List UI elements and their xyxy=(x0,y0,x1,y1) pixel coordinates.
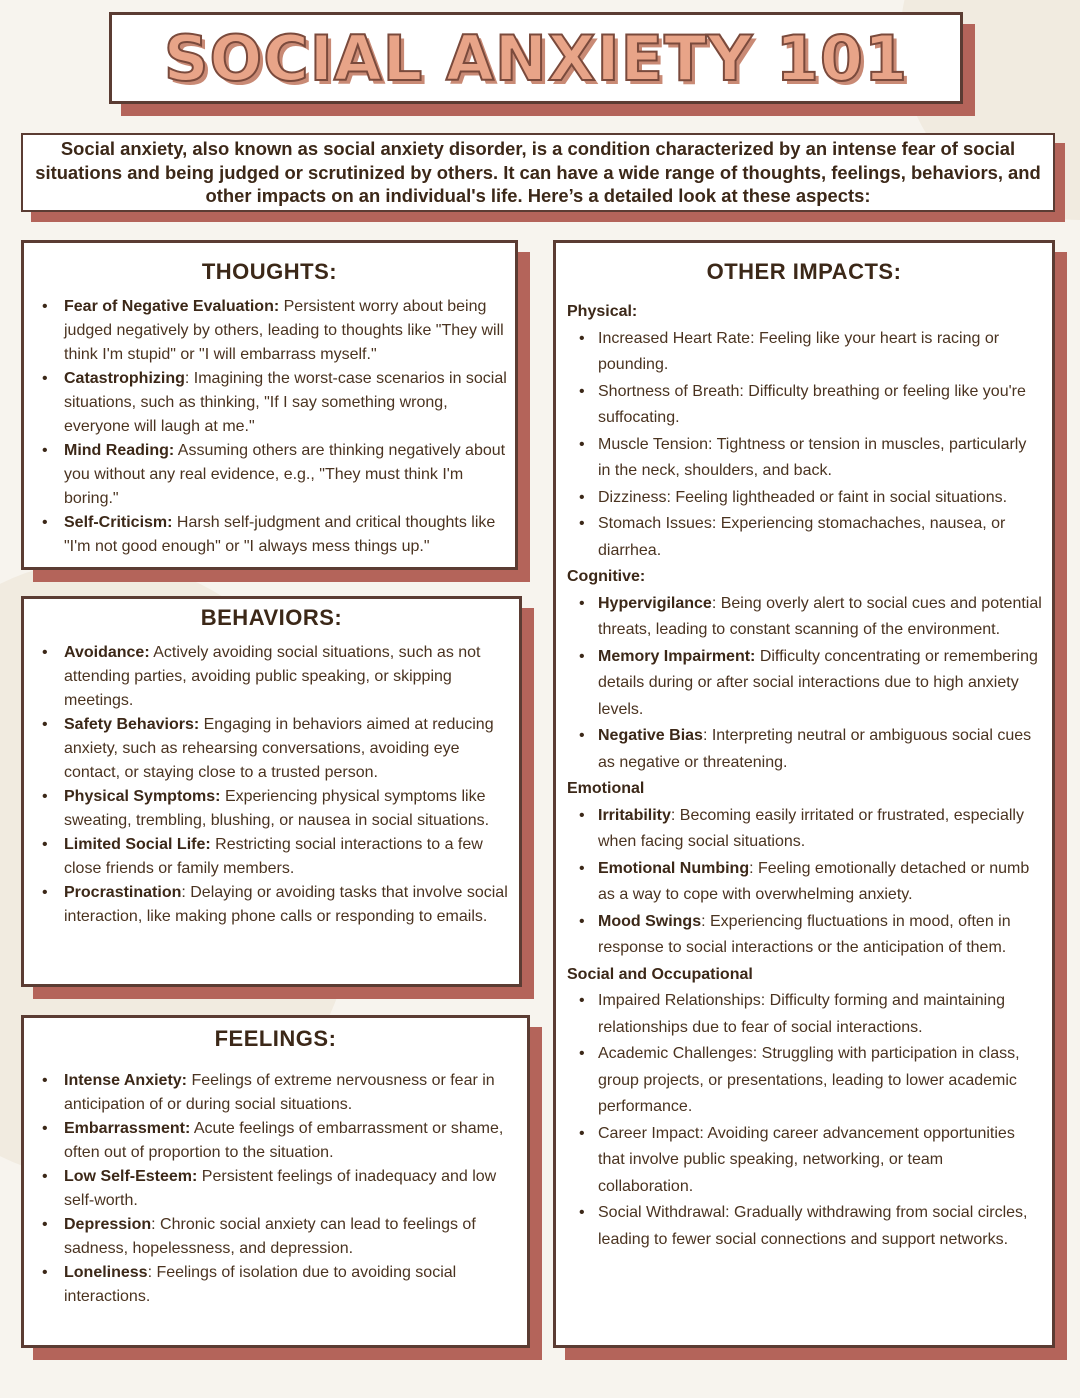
item-term: Low Self-Esteem: xyxy=(64,1168,198,1185)
item-term: Loneliness xyxy=(64,1264,148,1281)
item-text: Difficulty concentrating or remembering details during or after social interactions due to high anxiety levels. xyxy=(598,647,1038,718)
list-item xyxy=(598,723,1042,776)
other-impacts-body xyxy=(556,299,1052,1253)
item-text: Restricting social interactions to a few close friends or family members. xyxy=(64,836,483,877)
behaviors-list xyxy=(24,641,519,929)
item-text: : Becoming easily irritated or frustrated, especially when facing social situations. xyxy=(598,806,1024,850)
item-term: Negative Bias xyxy=(598,727,703,744)
thoughts-heading: THOUGHTS: xyxy=(201,259,338,284)
item-term: Avoidance: xyxy=(64,644,150,661)
list-item xyxy=(598,803,1042,856)
list-item: • Impaired Relationships: Difficulty forming and maintaining relationships due to fear of social interactions. xyxy=(598,988,1042,1041)
item-text: : Delaying or avoiding tasks that involve social interaction, like making phone calls or responding to emails. xyxy=(64,884,508,925)
list-item xyxy=(64,1069,521,1117)
title-banner xyxy=(109,12,963,104)
feelings-card xyxy=(21,1015,530,1348)
list-item xyxy=(598,591,1042,644)
thoughts-list xyxy=(24,295,515,559)
list-item xyxy=(64,367,507,439)
list-item xyxy=(64,511,507,559)
thoughts-card xyxy=(21,240,518,570)
intro-box xyxy=(21,133,1055,212)
list-item: • Career Impact: Avoiding career advancement opportunities that involve public speaking, networking, or team collaboration. xyxy=(598,1121,1042,1201)
item-text: Assuming others are thinking negatively about you without any real evidence, e.g., "They must think I'm boring." xyxy=(64,442,506,507)
list-item xyxy=(64,713,509,785)
item-term: Irritability xyxy=(598,806,671,824)
item-text: Harsh self-judgment and critical thoughts like "I'm not good enough" or "I always mess things up." xyxy=(64,514,496,555)
list-item xyxy=(64,295,507,367)
behaviors-card xyxy=(21,596,522,987)
social-occupational-list xyxy=(567,988,1042,1253)
item-term: Self-Criticism: xyxy=(64,514,173,531)
page-title: SOCIAL ANXIETY 101 xyxy=(163,21,909,95)
cognitive-subheading: Cognitive: xyxy=(567,568,646,585)
list-item xyxy=(64,1261,521,1309)
item-term: Procrastination xyxy=(64,884,182,901)
list-item: • Increased Heart Rate: Feeling like your heart is racing or pounding. xyxy=(598,326,1042,379)
item-term: Embarrassment: xyxy=(64,1120,191,1137)
item-text: Feelings of extreme nervousness or fear in anticipation of or during social situations. xyxy=(64,1072,495,1113)
item-term: Fear of Negative Evaluation: xyxy=(64,298,280,315)
social-occupational-subheading: Social and Occupational xyxy=(567,965,753,983)
physical-list xyxy=(567,326,1042,565)
list-item: • Social Withdrawal: Gradually withdrawing from social circles, leading to fewer social connections and support networks. xyxy=(598,1200,1042,1253)
item-text: : Feelings of isolation due to avoiding social interactions. xyxy=(64,1264,457,1305)
list-item xyxy=(64,833,509,881)
intro-text: Social anxiety, also known as social anxiety disorder, is a condition characterized by an intense fear of social situations and being judged or scrutinized by others. It can have a wide range of thoughts, feelings, behaviors, and other impacts on an individual's life. Here’s a detailed look at these aspects: xyxy=(35,138,1041,207)
item-text: Persistent feelings of inadequacy and low self-worth. xyxy=(64,1168,497,1209)
list-item xyxy=(64,1117,521,1165)
emotional-list xyxy=(567,803,1042,962)
other-impacts-heading: OTHER IMPACTS: xyxy=(706,259,902,284)
item-term: Hypervigilance xyxy=(598,594,712,612)
item-text: : Feeling emotionally detached or numb as a way to cope with overwhelming anxiety. xyxy=(598,859,1030,903)
list-item xyxy=(598,644,1042,724)
item-text: : Chronic social anxiety can lead to feelings of sadness, hopelessness, and depression. xyxy=(64,1216,476,1257)
cognitive-list xyxy=(567,591,1042,777)
item-term: Mind Reading: xyxy=(64,442,175,459)
item-term: Depression xyxy=(64,1216,152,1233)
physical-subheading: Physical: xyxy=(567,303,638,320)
list-item: • Muscle Tension: Tightness or tension in muscles, particularly in the neck, shoulders, and back. xyxy=(598,432,1042,485)
feelings-list xyxy=(24,1069,527,1309)
list-item: • Shortness of Breath: Difficulty breathing or feeling like you're suffocating. xyxy=(598,379,1042,432)
list-item xyxy=(598,856,1042,909)
item-term: Memory Impairment: xyxy=(598,647,756,665)
item-text: Actively avoiding social situations, such as not attending parties, avoiding public speaking, or skipping meetings. xyxy=(64,644,481,709)
list-item: • Academic Challenges: Struggling with participation in class, group projects, or presentations, leading to lower academic performance. xyxy=(598,1041,1042,1121)
item-text: : Interpreting neutral or ambiguous social cues as negative or threatening. xyxy=(598,727,1032,771)
item-text: : Being overly alert to social cues and potential threats, leading to constant scanning of the environment. xyxy=(598,594,1042,638)
list-item xyxy=(64,439,507,511)
item-term: Safety Behaviors: xyxy=(64,716,200,733)
behaviors-heading: BEHAVIORS: xyxy=(200,605,343,630)
item-text: : Experiencing fluctuations in mood, often in response to social interactions or the anticipation of them. xyxy=(598,912,1011,956)
feelings-heading: FEELINGS: xyxy=(214,1026,337,1051)
item-text: Experiencing physical symptoms like sweating, trembling, blushing, or nausea in social situations. xyxy=(64,788,490,829)
item-term: Limited Social Life: xyxy=(64,836,211,853)
item-text: Acute feelings of embarrassment or shame, often out of proportion to the situation. xyxy=(64,1120,504,1161)
item-term: Catastrophizing xyxy=(64,370,185,387)
list-item: • Stomach Issues: Experiencing stomachaches, nausea, or diarrhea. xyxy=(598,511,1042,564)
emotional-subheading: Emotional xyxy=(567,780,645,797)
item-term: Intense Anxiety: xyxy=(64,1072,187,1089)
item-term: Physical Symptoms: xyxy=(64,788,221,805)
other-impacts-card xyxy=(553,240,1055,1348)
list-item xyxy=(598,909,1042,962)
list-item xyxy=(64,881,509,929)
list-item xyxy=(64,1213,521,1261)
item-term: Emotional Numbing xyxy=(598,859,750,877)
list-item xyxy=(64,641,509,713)
item-text: Persistent worry about being judged negatively by others, leading to thoughts like "They will think I'm stupid" or "I will embarrass myself." xyxy=(64,298,504,363)
list-item: • Dizziness: Feeling lightheaded or faint in social situations. xyxy=(598,485,1042,512)
item-term: Mood Swings xyxy=(598,912,702,930)
item-text: Engaging in behaviors aimed at reducing anxiety, such as rehearsing conversations, avoiding eye contact, or staying close to a trusted person. xyxy=(64,716,494,781)
list-item xyxy=(64,1165,521,1213)
item-text: : Imagining the worst-case scenarios in social situations, such as thinking, "If I say something wrong, everyone will laugh at me." xyxy=(64,370,507,435)
list-item xyxy=(64,785,509,833)
